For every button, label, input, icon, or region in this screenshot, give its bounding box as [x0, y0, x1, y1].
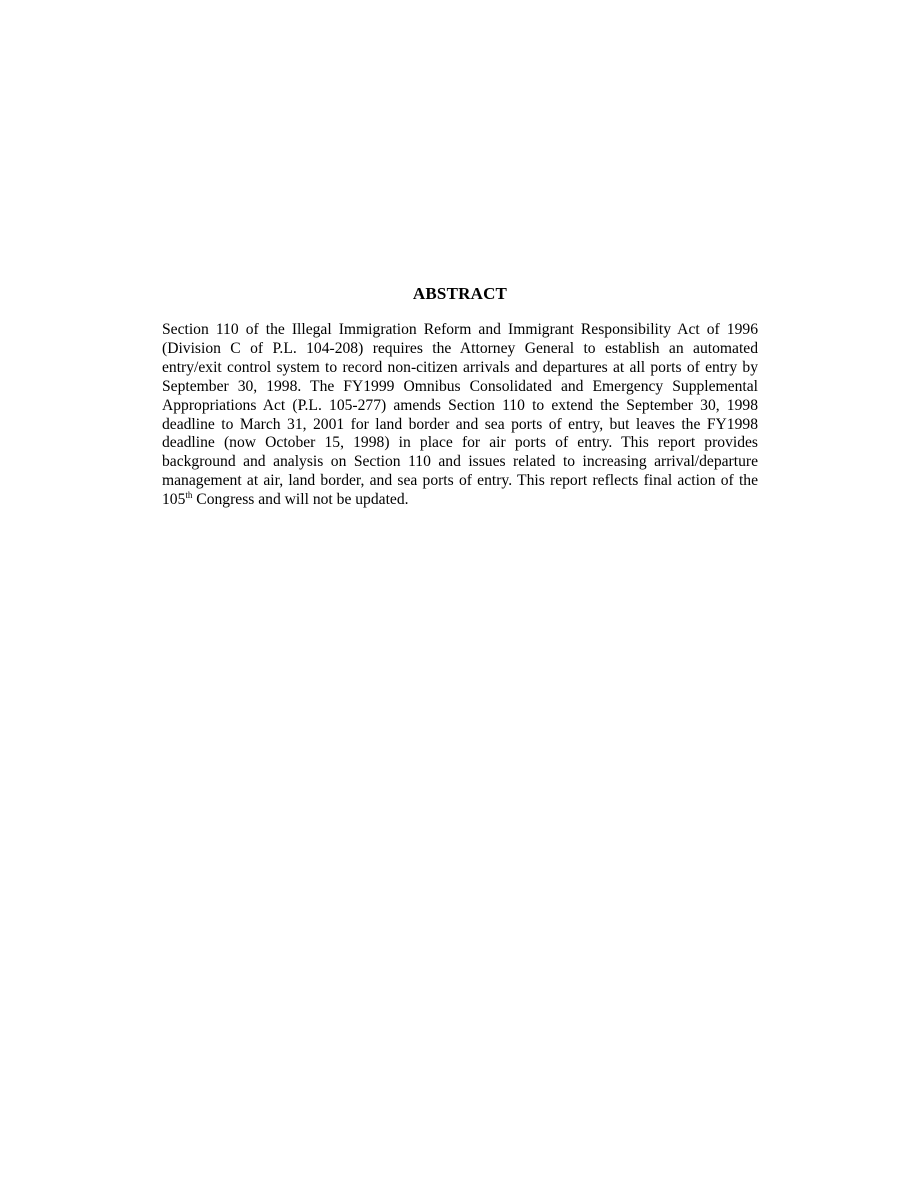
- abstract-line: entry/exit control system to record non-citizen arrivals and departures at all ports of entry by: [162, 358, 758, 376]
- abstract-line: deadline (now October 15, 1998) in place for air ports of entry. This report provides: [162, 434, 758, 452]
- abstract-paragraph: [162, 321, 758, 510]
- abstract-line: Appropriations Act (P.L. 105-277) amends Section 110 to extend the September 30, 1998: [162, 396, 758, 414]
- abstract-last-line: [162, 491, 758, 510]
- abstract-line: Section 110 of the Illegal Immigration Reform and Immigrant Responsibility Act of 1996: [162, 321, 758, 338]
- abstract-heading: ABSTRACT: [412, 284, 508, 303]
- congress-number: 105: [162, 491, 186, 509]
- abstract-line: deadline to March 31, 2001 for land border and sea ports of entry, but leaves the FY1998: [162, 415, 758, 433]
- abstract-line: background and analysis on Section 110 and issues related to increasing arrival/departure: [162, 453, 758, 471]
- last-line-text: Congress and will not be updated.: [192, 491, 409, 509]
- abstract-line: management at air, land border, and sea ports of entry. This report reflects final action of the: [162, 472, 758, 490]
- abstract-line: (Division C of P.L. 104-208) requires the Attorney General to establish an automated: [162, 339, 758, 357]
- ordinal-suffix: th: [185, 489, 193, 500]
- abstract-line: September 30, 1998. The FY1999 Omnibus Consolidated and Emergency Supplemental: [162, 377, 758, 395]
